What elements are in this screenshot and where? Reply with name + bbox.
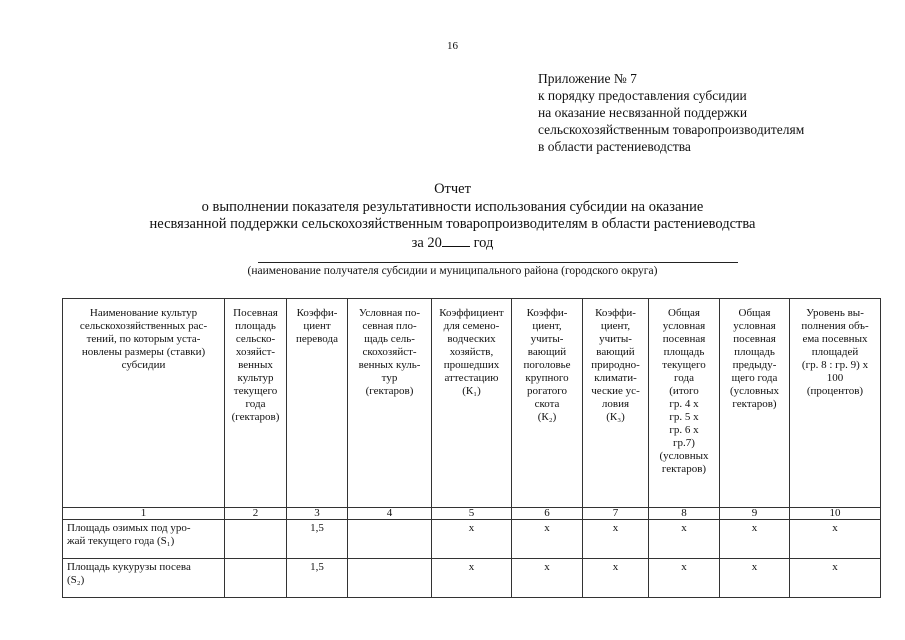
table-cell: x [432, 520, 512, 559]
page-number: 16 [447, 40, 458, 52]
table-cell: x [790, 520, 881, 559]
table-cell[interactable] [225, 520, 287, 559]
year-blank-field[interactable] [442, 234, 470, 247]
header-cell: Коэффи- циент, учиты- вающий поголовье крупного рогатого скота (К₂) [512, 299, 583, 508]
year-suffix: год [473, 234, 494, 251]
column-number: 7 [583, 508, 649, 520]
table-cell: x [720, 559, 790, 598]
header-cell: Условная по- севная пло- щадь сель- скохозяйст- венных куль- тур (гектаров) [348, 299, 432, 508]
appendix-line: к порядку предоставления субсидии [538, 88, 747, 103]
column-number: 6 [512, 508, 583, 520]
header-cell: Общая условная посевная площадь текущего года (итого гр. 4 х гр. 5 х гр. 6 х гр.7) (условных гектаров) [649, 299, 720, 508]
column-number: 3 [287, 508, 348, 520]
header-cell: Коэффи- циент, учиты- вающий природно- климати- ческие ус- ловия (К₃) [583, 299, 649, 508]
header-cell: Коэффициент для семено- водческих хозяйств, прошедших аттестацию (К₁) [432, 299, 512, 508]
table-cell: x [790, 559, 881, 598]
appendix-header [538, 70, 804, 155]
recipient-name-line[interactable] [258, 262, 738, 263]
year-prefix: за 20 [411, 234, 442, 251]
table-cell[interactable] [225, 559, 287, 598]
report-title: Отчет [434, 181, 471, 197]
table-row [63, 520, 881, 559]
table-cell: x [512, 559, 583, 598]
table-row [63, 559, 881, 598]
report-subtitle-line2: несвязанной поддержки сельскохозяйственным товаропроизводителям в области растениеводства [149, 216, 756, 232]
column-number: 10 [790, 508, 881, 520]
header-cell: Посевная площадь сельско- хозяйст- венных культур текущего года (гектаров) [225, 299, 287, 508]
row-label: Площадь озимых под уро- жай текущего года (S₁) [63, 520, 225, 559]
column-number: 4 [348, 508, 432, 520]
table-cell: x [720, 520, 790, 559]
header-cell: Наименование культур сельскохозяйственных рас- тений, по которым уста- новлены размеры (ставки) субсидии [63, 299, 225, 508]
header-cell: Коэффи- циент перевода [287, 299, 348, 508]
header-cell: Общая условная посевная площадь предыду- щего года (условных гектаров) [720, 299, 790, 508]
table-header-row [63, 299, 881, 508]
report-subtitle-line1: о выполнении показателя результативности использования субсидии на оказание [201, 198, 704, 215]
table-cell: x [649, 520, 720, 559]
appendix-line: Приложение № 7 [538, 71, 637, 86]
table-cell: x [512, 520, 583, 559]
column-number: 5 [432, 508, 512, 520]
table-cell: 1,5 [287, 520, 348, 559]
table-cell: x [583, 559, 649, 598]
appendix-line: сельскохозяйственным товаропроизводителям [538, 122, 805, 137]
table-cell: x [432, 559, 512, 598]
table-cell: x [583, 520, 649, 559]
appendix-line: на оказание несвязанной поддержки [538, 105, 748, 120]
table-cell[interactable] [348, 559, 432, 598]
report-year-line [0, 234, 905, 253]
recipient-caption: (наименование получателя субсидии и муниципального района (городского округа) [247, 265, 658, 277]
column-number: 2 [225, 508, 287, 520]
column-number: 1 [63, 508, 225, 520]
column-number-row [63, 508, 881, 520]
column-number: 8 [649, 508, 720, 520]
header-cell: Уровень вы- полнения объ- ема посевных площадей (гр. 8 : гр. 9) х 100 (процентов) [790, 299, 881, 508]
row-label: Площадь кукурузы посева (S₂) [63, 559, 225, 598]
report-table [62, 298, 881, 598]
table-cell: x [649, 559, 720, 598]
report-title-block [0, 181, 905, 252]
column-number: 9 [720, 508, 790, 520]
table-cell: 1,5 [287, 559, 348, 598]
table-cell[interactable] [348, 520, 432, 559]
appendix-line: в области растениеводства [538, 139, 691, 154]
